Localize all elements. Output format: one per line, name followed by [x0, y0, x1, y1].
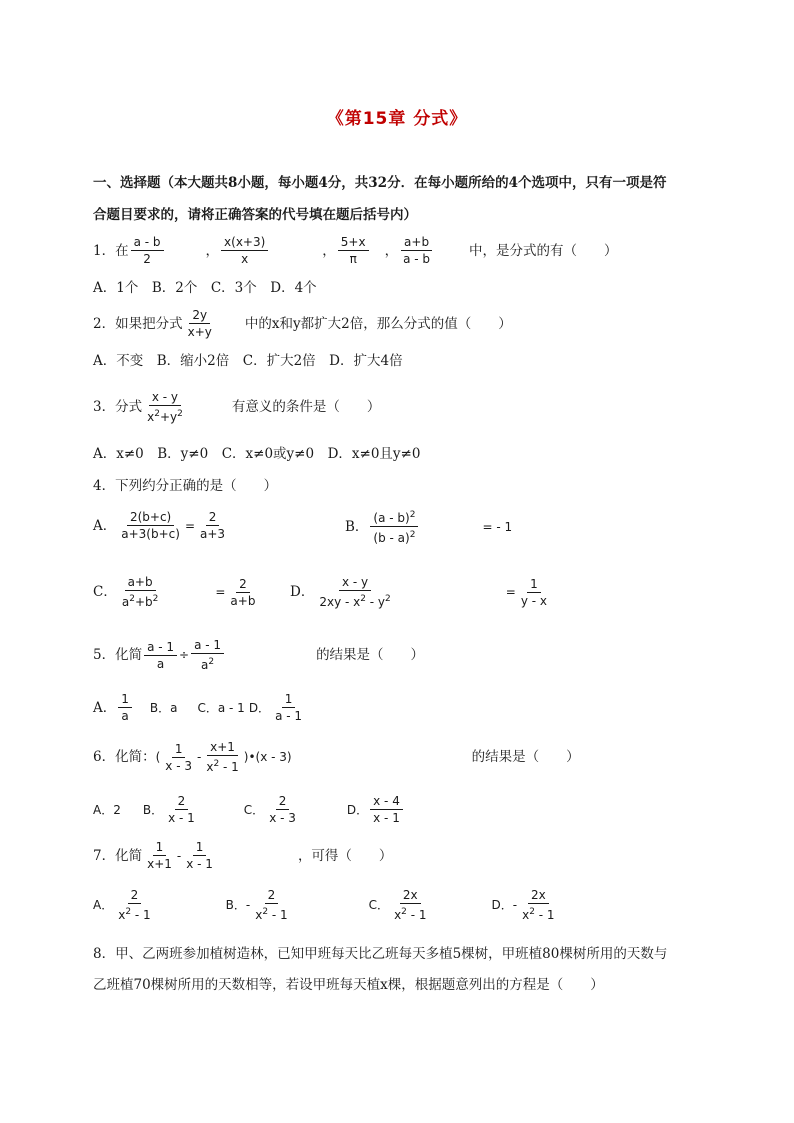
question-1: 1．在 $\frac{a - b}{2}$ ， $\frac{x(x+3)}{x}$ ， $\frac{5+x}{\pi}$ ， $\frac{a+b}{a - b}$ 中，是分式的有（ ）	[93, 235, 618, 266]
q1-fraction-2: $\frac{x(x+3)}{x}$	[221, 235, 268, 266]
q2-options: A．不变 B．缩小2倍 C．扩大2倍 D．扩大4倍	[93, 353, 403, 369]
q1-options: A．1个 B．2个 C．3个 D．4个	[93, 280, 317, 296]
q4-option-a: A． $\frac{2(b+c)}{a+3(b+c)}$ = $\frac{2}{a+3}$	[93, 510, 226, 541]
section-header-line2: 合题目要求的，请将正确答案的代号填在题后括号内）	[93, 207, 417, 223]
question-8-line1: 8．甲、乙两班参加植树造林，已知甲班每天比乙班每天多植5棵树，甲班植80棵树所用的天数与	[93, 946, 668, 962]
q5-options: A． $\frac{1}{a}$ B．a C．a - 1 D． $\frac{1}{a - 1}$	[93, 692, 303, 723]
q1-fraction-3: $\frac{5+x}{\pi}$	[338, 235, 369, 266]
q4-option-d: D． $\frac{x - y}{2xy - x^2 - y^2}$ = $\frac{1}{y - x}$	[290, 575, 547, 609]
question-7: 7．化简 $\frac{1}{x+1}$ - $\frac{1}{x - 1}$ ，可得（ ）	[93, 840, 393, 871]
q3-fraction: $\frac{x - y}{x^2+y^2}$	[147, 390, 183, 424]
question-4: 4．下列约分正确的是（ ）	[93, 478, 278, 494]
q4-option-c: C． $\frac{a+b}{a^2+b^2}$ = $\frac{2}{a+b}$	[93, 575, 256, 609]
q6-options: A．2 B． $\frac{2}{x - 1}$ C． $\frac{2}{x - 3}$ D． $\frac{x - 4}{x - 1}$	[93, 794, 405, 825]
page-title: 《第15章 分式》	[326, 109, 468, 129]
q1-suffix: 中，是分式的有（ ）	[469, 242, 618, 259]
question-3: 3．分式 $\frac{x - y}{x^2+y^2}$ 有意义的条件是（ ）	[93, 390, 381, 424]
q2-fraction: $\frac{2y}{x+y}$	[187, 308, 212, 339]
question-8-line2: 乙班植70棵树所用的天数相等，若设甲班每天植x棵，根据题意列出的方程是（ ）	[93, 977, 604, 993]
question-2: 2．如果把分式 $\frac{2y}{x+y}$ 中的x和y都扩大2倍，那么分式的值（ ）	[93, 308, 512, 339]
q3-options: A．x≠0 B．y≠0 C．x≠0或y≠0 D．x≠0且y≠0	[93, 446, 421, 462]
question-5: 5．化简 $\frac{a - 1}{a}$ ÷ $\frac{a - 1}{a^2}$ 的结果是（ ）	[93, 638, 425, 672]
q7-options: A． $\frac{2}{x^2 - 1}$ B． - $\frac{2}{x^2 - 1}$ C． $\frac{2x}{x^2 - 1}$ D． - $\frac{2x}{x^2 - 1}$	[93, 888, 555, 922]
q1-prefix: 1．在	[93, 242, 129, 259]
q1-fraction-4: $\frac{a+b}{a - b}$	[400, 235, 433, 266]
q4-option-b: B． $\frac{(a - b)^2}{(b - a)^2}$ = - 1	[345, 510, 513, 545]
section-header-line1: 一、选择题（本大题共8小题，每小题4分，共32分．在每小题所给的4个选项中，只有一项是符	[93, 175, 667, 191]
q1-fraction-1: $\frac{a - b}{2}$	[131, 235, 164, 266]
question-6: 6．化简： ( $\frac{1}{x - 3}$ - $\frac{x+1}{x^2 - 1}$ )•(x - 3) 的结果是（ ）	[93, 740, 580, 774]
